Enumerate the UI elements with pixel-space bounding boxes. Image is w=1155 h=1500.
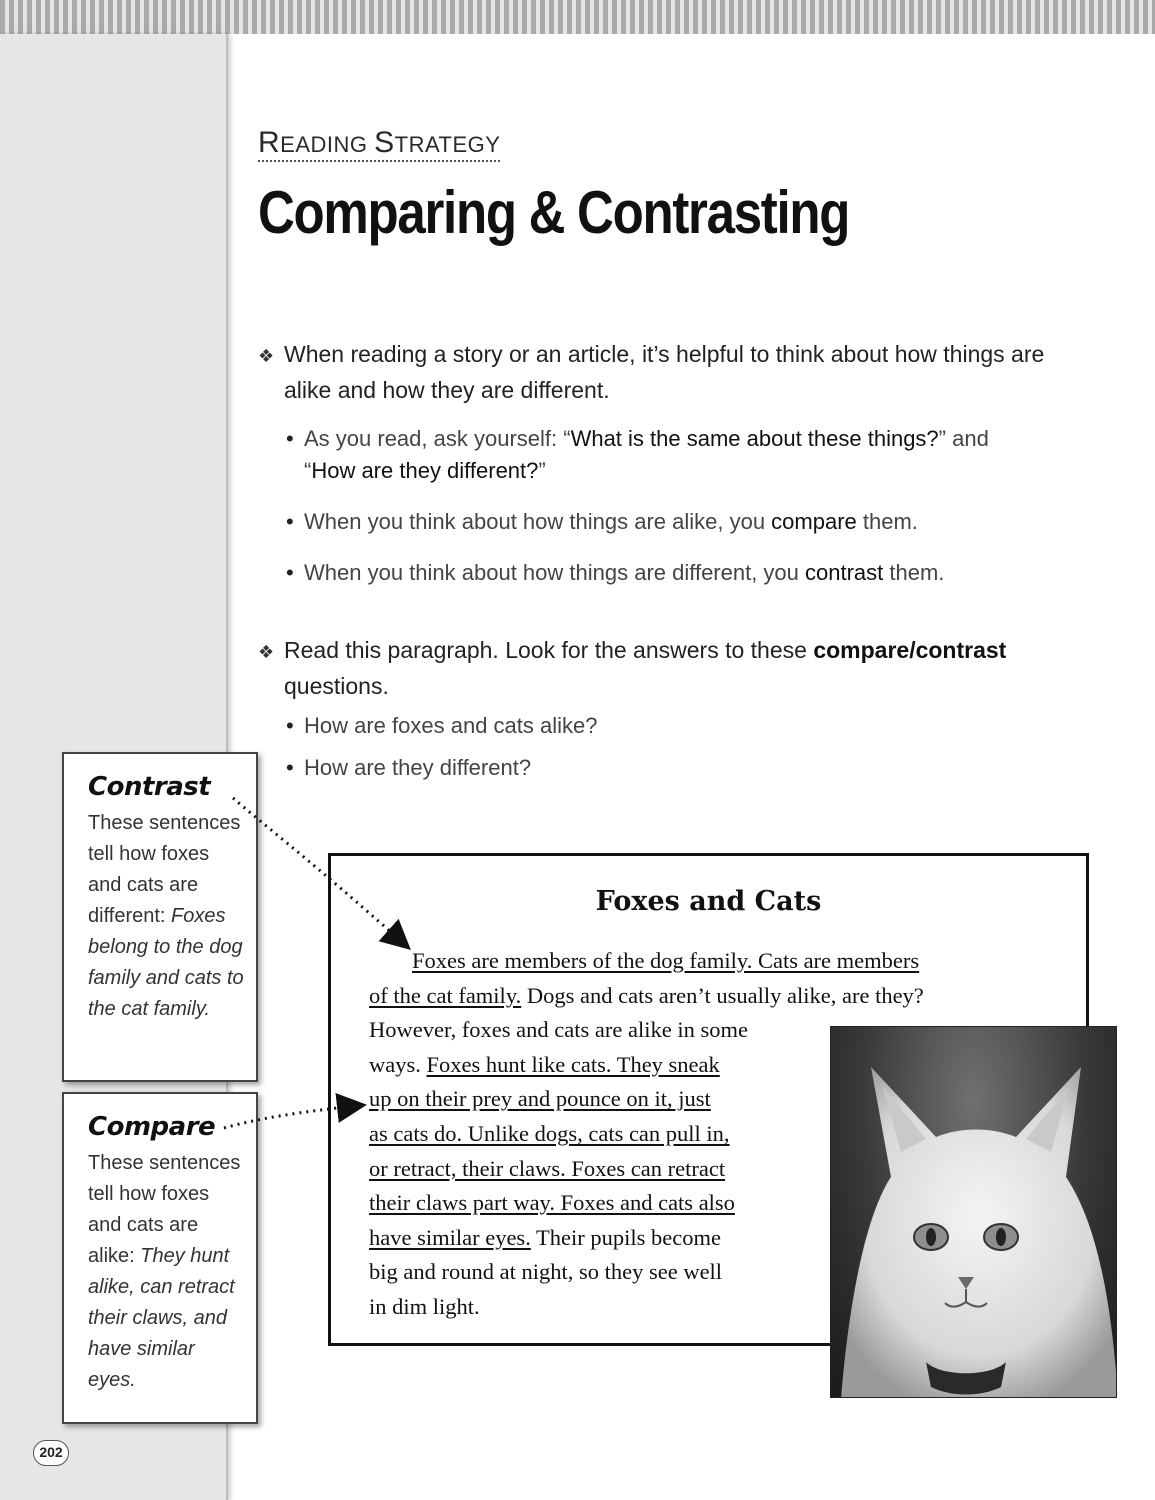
story-title: Foxes and Cats bbox=[595, 886, 822, 917]
contrast-note-title: Contrast bbox=[88, 772, 211, 802]
contrast-note-body: These sentences tell how foxes and cats are different: Foxes belong to the dog family and cats to the cat family. bbox=[88, 812, 244, 1020]
question-different: • How are they different? bbox=[286, 755, 532, 780]
intro-paragraph-2: ❖ Read this paragraph. Look for the answers to these compare/contrast questions. bbox=[258, 637, 1007, 699]
question-alike: • How are foxes and cats alike? bbox=[286, 713, 598, 738]
bullet-contrast: • When you think about how things are different, you contrast them. bbox=[286, 560, 945, 585]
page-title: Comparing & Contrasting bbox=[258, 179, 850, 246]
contrast-arrow bbox=[233, 798, 402, 942]
compare-note-body: These sentences tell how foxes and cats are alike: They hunt alike, can retract their claws, and have similar eyes. bbox=[88, 1152, 241, 1391]
bullet-compare: • When you think about how things are alike, you compare them. bbox=[286, 509, 918, 534]
bullet-ask-yourself: • As you read, ask yourself: “What is the same about these things?” and “How are they different?” bbox=[286, 426, 989, 483]
section-kicker: READING STRATEGY bbox=[258, 126, 500, 162]
intro-paragraph-1: ❖ When reading a story or an article, it’s helpful to think about how things are alike and how they are different. bbox=[258, 341, 1045, 403]
compare-note-title: Compare bbox=[88, 1112, 216, 1142]
diamond-bullet-icon: ❖ bbox=[258, 642, 275, 662]
diamond-bullet-icon: ❖ bbox=[258, 346, 275, 366]
compare-arrow bbox=[224, 1106, 355, 1128]
page-number: 202 bbox=[33, 1440, 69, 1466]
story-paragraph: Foxes are members of the dog family. Cats are members of the cat family. Dogs and cats aren’t usually alike, are they? However, foxes and cats are alike in some ways. Foxes hunt like cats. They sneak up on their prey and pounce on it, just as cats do. Unlike dogs, cats can pull in, or retract, their claws. Foxes can retract their claws part way. Foxes and cats also have similar eyes. Their pupils become big and round at night, so they see well in dim light. bbox=[369, 948, 924, 1319]
